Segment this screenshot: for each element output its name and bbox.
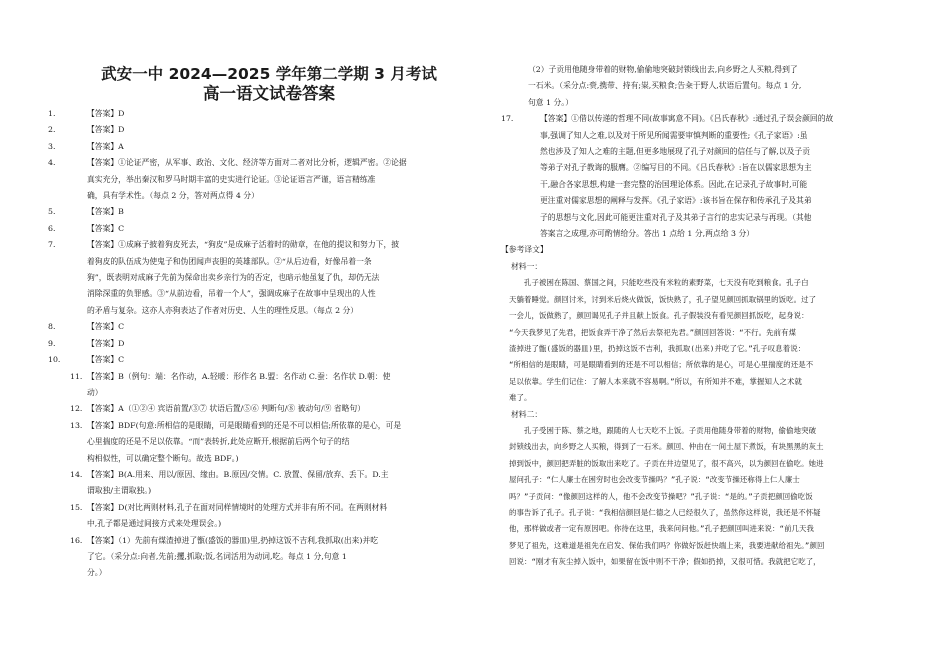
- answer-line: 等弟子对孔子教诲的服膺。②编写目的不同。《吕氏春秋》:旨在以儒家思想为主: [540, 163, 812, 173]
- answer-number: 6.: [48, 223, 56, 233]
- material2-label: 材料二：: [511, 409, 543, 419]
- translation-line: 难了。: [509, 393, 532, 403]
- translation-line: 回说：“刚才有灰尘掉入饭中，如果留在饭中则不干净；假如扔掉，又很可惜。我就把它吃了，: [509, 557, 821, 567]
- material1-translation: [493, 275, 918, 406]
- translation-line: “所相信的是眼睛，可是眼睛看到的还是不可以相信；所依靠的是心，可是心里揣度的还是不: [509, 360, 814, 370]
- answer-line: 了它。（采分点:向者,先前;攫,抓取;饭,名词活用为动词,吃。每点 1 分,句意 1: [87, 551, 347, 561]
- answer-16-part2: [493, 62, 918, 111]
- answer-item: [40, 221, 470, 237]
- translation-line: 的事告诉了孔子。孔子说：“我相信颜回是仁德之人已经很久了，虽然你这样说，我还是不怀疑: [509, 507, 821, 517]
- answer-line: 动）: [87, 387, 103, 397]
- answer-number: 8.: [48, 322, 56, 332]
- answer-line: 【答案】D(对比两则材料,孔子在面对同样情境时的处理方式并非有所不同。在两则材料: [87, 502, 388, 512]
- translation-line: 渣掉进了甑(盛饭的器皿)里，扔掉这饭不吉利，我抓取(出来)并吃了它。”孔子叹息着说：: [509, 343, 806, 353]
- answer-number: 7.: [48, 240, 56, 250]
- answer-item: [40, 369, 470, 402]
- answer-line: 【答案】D: [87, 338, 125, 348]
- answer-item: [40, 106, 470, 122]
- answer-line: 消除深重的负罪感。③“从前边看，吊着一个人”，强调成麻子在故事中呈现出的人性: [87, 289, 376, 299]
- answer-line: 子的思想与文化,因此可能更注重对孔子及其弟子言行的忠实记录与再现。（其他: [540, 212, 812, 222]
- answer-line: 更注重对儒家思想的阐释与发挥。《孔子家语》:该书旨在保存和传承孔子及其弟: [540, 196, 812, 206]
- answer-line: 着狗皮的队伍成为使鬼子和伪团闻声丧胆的英雄部队。②“从后边看，好像吊着一条: [87, 256, 372, 266]
- answer-number: 1.: [48, 109, 56, 118]
- answer-line: 【答案】A（①②④ 宾语前置/③⑦ 状语后置/⑤⑥ 判断句/⑧ 被动句/⑨ 省略句）: [87, 404, 366, 414]
- answer-number: 12.: [70, 404, 83, 414]
- translation-line: 梦见了祖先，这难道是祖先在启发、保佑我们吗？你做好饭赶快端上来，我要进献给祖先。”颜回: [509, 540, 825, 550]
- answer-line: 事,强调了知人之难,以及对于所见所闻需要审慎判断的重要性;《孔子家语》:虽: [540, 130, 808, 140]
- translation-line: 孔子被困在陈国、蔡国之间，只能吃些没有米粒的素野菜，七天没有吃到粮食。孔子白: [524, 278, 809, 288]
- answer-number: 3.: [48, 141, 56, 151]
- answer-line: 心里揣度的还是不足以依靠。“而”表转折,此处应断开,根据前后两个句子的结: [87, 437, 350, 447]
- translation-line: 一会儿，饭做熟了，颜回谒见孔子并且献上饭食。孔子假装没有看见颜回抓饭吃，起身说：: [509, 311, 809, 321]
- answer-number: 2.: [48, 125, 56, 135]
- answer-line: 干,融合各家思想,构建一套完整的治国理论体系。因此,在记录孔子故事时,可能: [540, 179, 808, 189]
- translation-line: 足以依靠。学生们记住：了解人本来就不容易啊。”所以，有所知并不难，掌握知人之术就: [509, 376, 802, 386]
- answer-item: [40, 319, 470, 335]
- right-column: [493, 0, 918, 571]
- classical-answer-list: [40, 369, 470, 582]
- answer-line: 谓取独/主谓取独。): [87, 486, 152, 496]
- answer-number: 10.: [48, 355, 61, 365]
- answer-line: 【答案】①借以传递的哲理不同(故事寓意不同)。《吕氏春秋》:通过孔子误会颜回的故: [540, 114, 834, 124]
- answer-line: 【答案】B(A.用来、用以/原因、缘由。B.原因/交情。C. 放置、保留/放弃、丢下。D.主: [87, 469, 389, 479]
- reference-translation-heading: 【参考译文】: [501, 245, 548, 255]
- material2-translation: [493, 423, 918, 571]
- translation-line: 天躺着睡觉。颜回讨米，讨到米后烧火做饭，饭快熟了，孔子望见颜回抓取锅里的饭吃。过了: [509, 294, 817, 304]
- answer-line: 【答案】C: [87, 355, 125, 365]
- answer-line: 狗”，既表明对成麻子先前为保命出卖乡亲行为的否定，也暗示他虽复了仇，却仍无法: [87, 273, 380, 283]
- answer-line: 【答案】D: [87, 125, 125, 135]
- exam-title-line1: 武安一中 2024—2025 学年第二学期 3 月考试: [101, 65, 437, 83]
- answer-number: 5.: [48, 207, 56, 217]
- answer-line: 构相似性，可以确定整个断句。故选 BDF。): [87, 453, 239, 463]
- answer-17: [493, 111, 918, 242]
- material1-label: 材料一：: [511, 261, 543, 271]
- answer-item: [40, 336, 470, 352]
- answer-number: 9.: [48, 338, 56, 348]
- answer-line: 【答案】B: [87, 207, 124, 217]
- answer-line: 【答案】C: [87, 322, 125, 332]
- translation-line: 掉到饭中，颜回把弄脏的饭取出来吃了。子贡在井边望见了，很不高兴，以为颜回在偷吃。她进: [509, 458, 824, 468]
- answer-line: 【答案】B（例句：端：名作动，A.轻暖：形作名 B.盟：名作动 C.蚕：名作状 D.朝：使: [87, 371, 391, 381]
- answer-17-text: [540, 111, 918, 242]
- answer-list: [40, 106, 470, 369]
- answer-item: [40, 418, 470, 467]
- answer-item: [40, 204, 470, 220]
- answer-line: 真实充分，举出秦汉和罗马时期丰富的史实进行论证。③论证语言严谨，语言精练准: [87, 174, 376, 184]
- answer-line: 【答案】①论证严密，从军事、政治、文化、经济等方面对二者对比分析，逻辑严密。②论据: [87, 158, 407, 168]
- answer-line: （2）子贡用他随身带着的财物,偷偷地突破封锁线出去,向乡野之人买粮,得到了: [528, 65, 798, 74]
- answer-line: 分。）: [87, 568, 107, 578]
- answer-item: [40, 122, 470, 138]
- translation-line: “今天我梦见了先君，把饭食弄干净了然后去祭祀先君。”颜回回答说：“不行。先前有煤: [509, 327, 797, 337]
- answer-line: 【答案】C: [87, 223, 125, 233]
- answer-line: 中,孔子都是通过间接方式来处理误会。): [87, 519, 222, 529]
- translation-line: 吗？”子贡问：“像颜回这样的人，他不会改变节操吧？”孔子说：“是的。”子贡把颜回偷吃饭: [509, 491, 813, 501]
- answer-line: 【答案】A: [87, 141, 124, 151]
- answer-item: [40, 139, 470, 155]
- exam-title-line2: 高一语文试卷答案: [203, 84, 335, 103]
- answer-line: 【答案】①成麻子披着狗皮死去，“狗皮”是成麻子活着时的勋章，在他的提议和努力下，披: [87, 240, 400, 250]
- answer-item: [40, 401, 470, 417]
- answer-line: 一石米。（采分点:赍,携带、持有;粜,买粮食;告籴于野人,状语后置句。每点 1 分,: [528, 81, 802, 91]
- answer-number: 17.: [501, 114, 514, 124]
- answer-line: 然也涉及了知人之难的主题,但更多地展现了孔子对颜回的信任与了解,以及子贡: [540, 147, 811, 157]
- answer-item: [40, 533, 470, 582]
- translation-line: 他，那样做或者一定有原因吧。你待在这里，我来问问他。”孔子把颜回叫进来说：“前几天我: [509, 524, 815, 534]
- answer-line: 【答案】BDF(句意:所相信的是眼睛，可是眼睛看到的还是不可以相信;所依靠的是心，可是: [87, 420, 402, 430]
- left-column: [40, 0, 470, 582]
- answer-line: 【答案】D: [87, 109, 125, 118]
- answer-item: [40, 500, 470, 533]
- answer-line: 句意 1 分。）: [528, 97, 574, 107]
- translation-line: 封锁线出去，向乡野之人买粮，得到了一石米。颜回、仲由在一间土屋下煮饭，有块黑黑的灰土: [509, 442, 824, 452]
- answer-number: 15.: [70, 502, 83, 512]
- answer-line: 答案言之成理,亦可酌情给分。答出 1 点给 1 分,两点给 3 分）: [540, 229, 755, 239]
- answer-number: 4.: [48, 158, 56, 168]
- answer-item: [40, 237, 470, 319]
- translation-line: 孔子受困于陈、蔡之地，跟随的人七天吃不上饭。子贡用他随身带着的财物，偷偷地突破: [524, 425, 817, 435]
- answer-line: 确，具有学术性。（每点 2 分，答对两点得 4 分）: [87, 191, 259, 201]
- answer-item: [40, 467, 470, 500]
- answer-number: 11.: [70, 371, 83, 381]
- answer-number: 13.: [70, 420, 83, 430]
- answer-item: [40, 352, 470, 368]
- answer-number: 16.: [70, 535, 83, 545]
- translation-line: 屋问孔子：“仁人廉士在困穷时也会改变节操吗？”孔子说：“改变节操还称得上仁人廉士: [509, 475, 800, 485]
- answer-line: 【答案】（1）先前有煤渣掉进了甑(盛饭的器皿)里,扔掉这饭不吉利,我抓取(出来)并吃: [87, 535, 379, 545]
- answer-number: 14.: [70, 469, 83, 479]
- answer-line: 的矛盾与复杂。这亦人亦狗表达了作者对历史、人生的理性反思。（每点 2 分）: [87, 305, 359, 315]
- answer-item: [40, 155, 470, 204]
